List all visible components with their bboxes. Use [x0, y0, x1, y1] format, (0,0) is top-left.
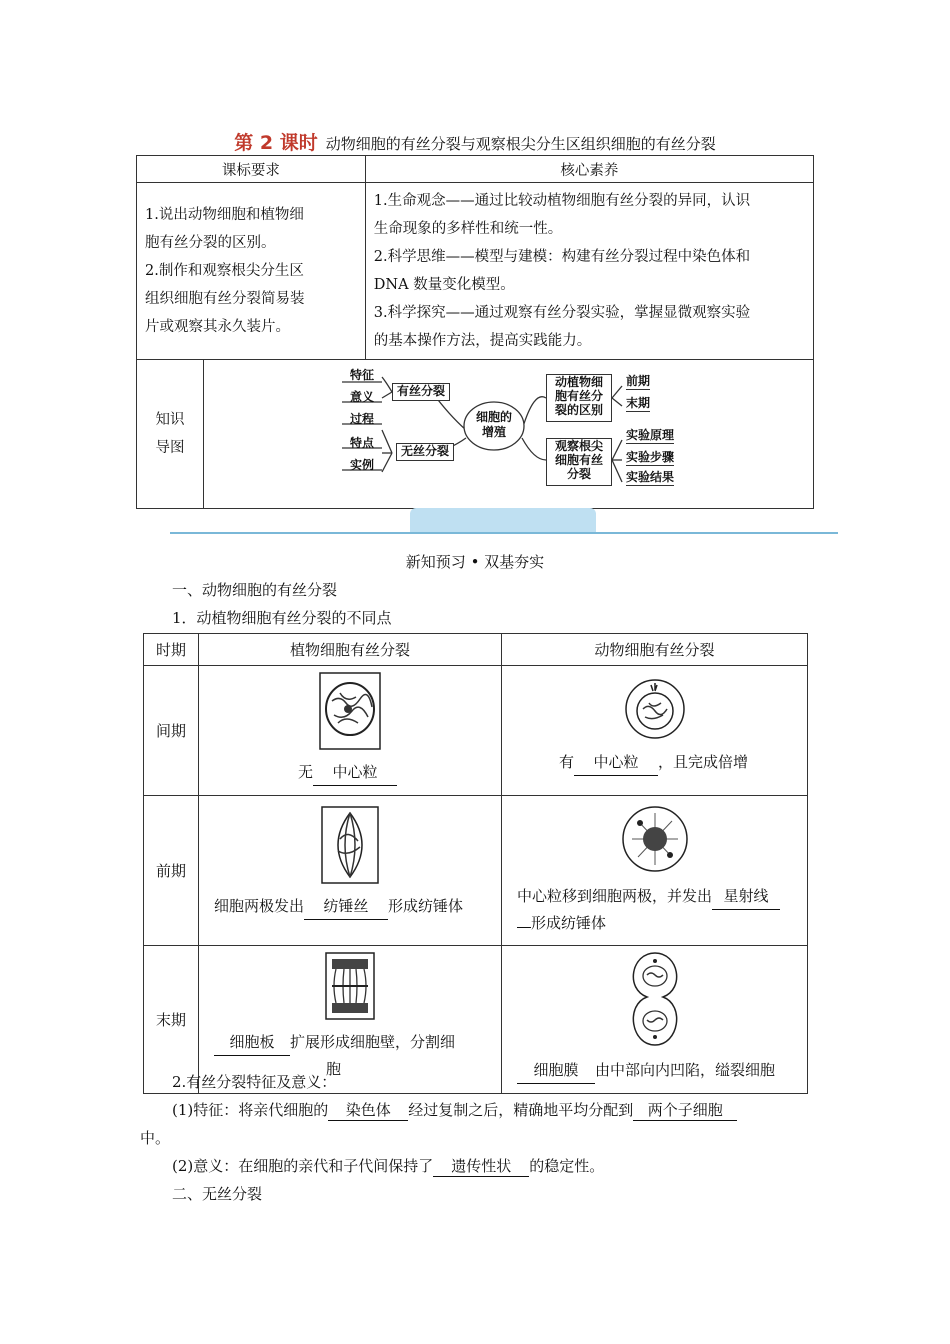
- observation-node: [546, 438, 612, 486]
- phase-interphase: 间期: [144, 666, 199, 796]
- animal-telophase-cell: [502, 946, 808, 1094]
- core-line: 的基本操作方法，提高实践能力。: [373, 333, 592, 349]
- phase-telophase: 末期: [144, 946, 199, 1094]
- core-line: 2.科学思维——模型与建模：构建有丝分裂过程中染色体和: [373, 249, 751, 265]
- feature-blank-chromosome: 染色体: [328, 1099, 408, 1121]
- difference-node-line: 裂的区别: [554, 403, 603, 417]
- animal-interphase-prefix: 有: [559, 753, 575, 771]
- requirements-cell: [137, 183, 366, 360]
- plant-interphase-prefix: 无: [298, 763, 314, 781]
- obs-item-principle: 实验原理: [626, 428, 675, 442]
- amitosis-node: 无丝分裂: [396, 443, 454, 461]
- mindmap-cell: [204, 360, 814, 509]
- animal-telophase-suffix: 由中部向内凹陷，缢裂细胞: [595, 1061, 776, 1079]
- header-core-literacy: 核心素养: [365, 156, 813, 183]
- section-heading-2: 二、无丝分裂: [172, 1185, 263, 1203]
- req-line: 1.说出动物细胞和植物细: [145, 207, 304, 223]
- subheading-1: 1．动植物细胞有丝分裂的不同点: [172, 609, 392, 627]
- animal-prophase-blank: 星射线: [712, 883, 780, 910]
- standards-table: [136, 155, 814, 509]
- amitosis-item-example: 实例: [350, 458, 375, 472]
- feature-middle: 经过复制之后，精确地平均分配到: [408, 1101, 634, 1119]
- page-title: [0, 128, 950, 155]
- animal-prophase-cell: [502, 796, 808, 946]
- table-row: [144, 796, 808, 946]
- mindmap-label: [137, 360, 204, 509]
- feature-tail: 中。: [140, 1129, 171, 1147]
- animal-prophase-suffix: 形成纺锤体: [531, 914, 607, 932]
- banner-title: 新知预习 • 双基夯实: [405, 553, 545, 571]
- meaning-blank: 遗传性状: [433, 1155, 529, 1177]
- plant-prophase-cell: [199, 796, 502, 946]
- col-header-animal: 动物细胞有丝分裂: [502, 634, 808, 666]
- section-heading-1: 一、动物细胞的有丝分裂: [172, 581, 338, 599]
- animal-interphase-cell-illustration: [623, 677, 687, 741]
- section-banner-tab: [410, 508, 596, 533]
- core-literacy-cell: [365, 183, 813, 360]
- feature-line: [172, 1099, 737, 1121]
- difference-node-line: 胞有丝分: [554, 389, 603, 403]
- req-line: 胞有丝分裂的区别。: [145, 235, 276, 251]
- table-row: [144, 666, 808, 796]
- plant-prophase-suffix: 形成纺锤体: [388, 897, 464, 915]
- amitosis-item-process: 过程: [350, 412, 375, 426]
- difference-node-line: 动植物细: [554, 375, 603, 389]
- req-line: 组织细胞有丝分裂简易装: [145, 291, 305, 307]
- obs-item-steps: 实验步骤: [626, 450, 675, 464]
- meaning-prefix: (2)意义：在细胞的亲代和子代间保持了: [172, 1157, 434, 1175]
- animal-telophase-cell-illustration: [623, 949, 687, 1049]
- mindmap-label-line: 知识: [155, 412, 185, 428]
- obs-item-results: 实验结果: [626, 470, 675, 484]
- animal-prophase-prefix: 中心粒移到细胞两极，并发出: [517, 887, 713, 905]
- center-node: [476, 410, 512, 440]
- mitosis-item-meaning: 意义: [350, 390, 375, 404]
- animal-interphase-suffix: ，且完成倍增: [658, 753, 749, 771]
- plant-prophase-cell-illustration: [320, 805, 380, 885]
- feature-blank-daughter-cells: 两个子细胞: [633, 1099, 737, 1121]
- plant-interphase-cell-illustration: [318, 671, 382, 751]
- lesson-number: 第 2 课时: [234, 132, 318, 154]
- col-header-plant: 植物细胞有丝分裂: [199, 634, 502, 666]
- animal-prophase-cell-illustration: [620, 803, 690, 875]
- lesson-subtitle: 动物细胞的有丝分裂与观察根尖分生区组织细胞的有丝分裂: [325, 135, 716, 153]
- core-line: 1.生命观念——通过比较动植物细胞有丝分裂的异同，认识: [373, 193, 751, 209]
- animal-interphase-blank: 中心粒: [574, 749, 658, 776]
- plant-interphase-blank: 中心粒: [313, 759, 397, 786]
- col-header-phase: 时期: [144, 634, 199, 666]
- comparison-table: [143, 633, 808, 1094]
- core-line: DNA 数量变化模型。: [373, 277, 515, 293]
- plant-prophase-prefix: 细胞两极发出: [214, 897, 305, 915]
- center-node-line: 细胞的: [476, 410, 513, 424]
- req-line: 2.制作和观察根尖分生区: [145, 263, 304, 279]
- plant-telophase-suffix-2: 胞: [326, 1060, 342, 1078]
- observation-node-line: 分裂: [566, 467, 591, 481]
- center-node-line: 增殖: [481, 425, 506, 439]
- core-line: 生命现象的多样性和统一性。: [373, 221, 563, 237]
- phase-prophase: 前期: [144, 796, 199, 946]
- plant-telophase-blank: 细胞板: [214, 1029, 290, 1056]
- diff-item-prophase: 前期: [626, 374, 651, 388]
- mindmap-label-line: 导图: [155, 440, 185, 456]
- knowledge-mindmap: [204, 360, 813, 508]
- core-line: 3.科学探究——通过观察有丝分裂实验，掌握显微观察实验: [373, 305, 751, 321]
- plant-interphase-cell: [199, 666, 502, 796]
- plant-prophase-blank: 纺锤丝: [304, 893, 388, 920]
- diff-item-telophase: 末期: [626, 396, 651, 410]
- observation-node-line: 观察根尖: [554, 439, 603, 453]
- meaning-line: [172, 1155, 604, 1177]
- plant-telophase-suffix: 扩展形成细胞壁，分割细: [290, 1033, 456, 1051]
- feature-prefix: (1)特征：将亲代细胞的: [172, 1101, 329, 1119]
- difference-node: [546, 374, 612, 422]
- observation-node-line: 细胞有丝: [554, 453, 603, 467]
- meaning-suffix: 的稳定性。: [529, 1157, 605, 1175]
- mitosis-node: 有丝分裂: [392, 383, 450, 401]
- req-line: 片或观察其永久装片。: [145, 319, 290, 335]
- subheading-2: 2.有丝分裂特征及意义：: [172, 1073, 337, 1091]
- amitosis-item-trait: 特点: [350, 436, 375, 450]
- animal-telophase-blank: 细胞膜: [517, 1057, 595, 1084]
- mitosis-item-feature: 特征: [350, 368, 375, 382]
- animal-prophase-blank-tail: [517, 927, 531, 928]
- animal-interphase-cell: [502, 666, 808, 796]
- header-requirements: 课标要求: [137, 156, 366, 183]
- section-banner-line: [170, 532, 838, 534]
- plant-telophase-cell-illustration: [324, 951, 376, 1021]
